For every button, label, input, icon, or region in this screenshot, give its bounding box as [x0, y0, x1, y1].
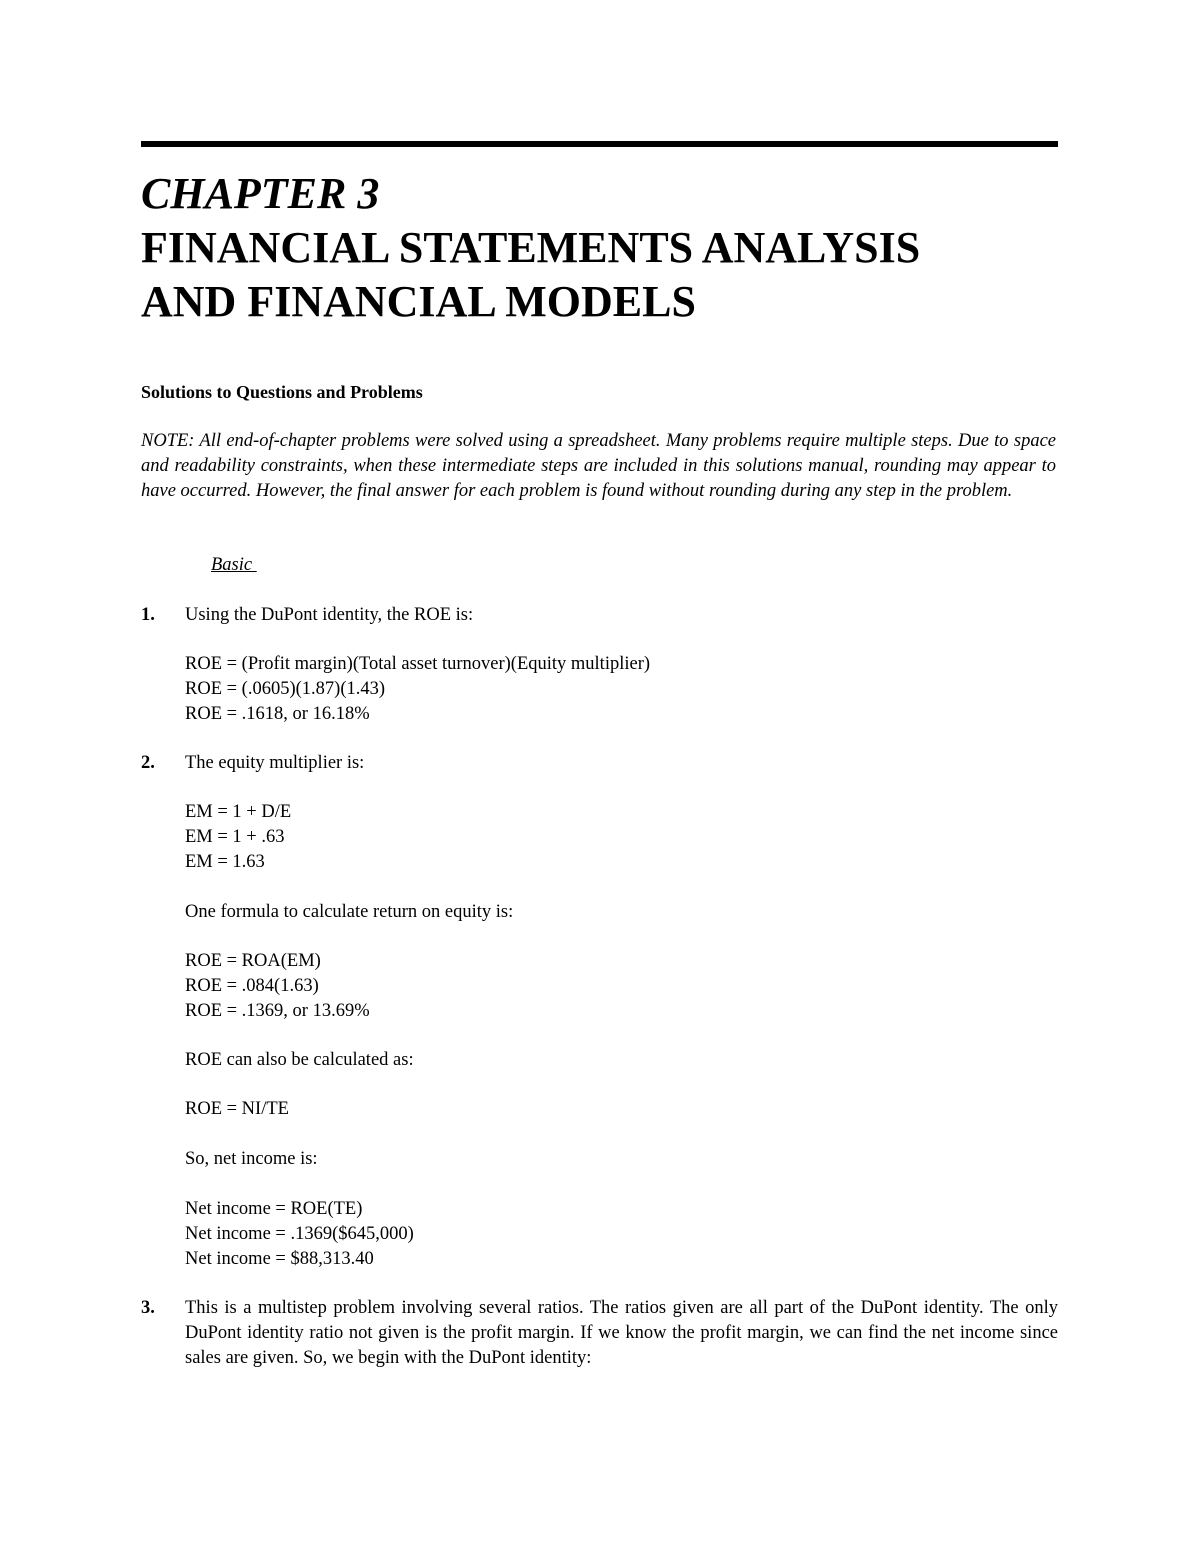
problem-1-result: ROE = .1618, or 16.18%: [185, 704, 370, 724]
chapter-heading: CHAPTER 3: [141, 169, 380, 218]
problem-2-equation: EM = 1 + .63: [185, 827, 285, 847]
problem-2-result: ROE = .1369, or 13.69%: [185, 1001, 370, 1021]
problem-2-equation: Net income = .1369($645,000): [185, 1224, 414, 1244]
problem-2-equation: ROE = NI/TE: [185, 1099, 289, 1119]
problem-2-intro: The equity multiplier is:: [185, 753, 365, 773]
problem-1-equation: ROE = (Profit margin)(Total asset turnover)(Equity multiplier): [185, 654, 651, 674]
chapter-title-line-2: AND FINANCIAL MODELS: [141, 277, 696, 326]
chapter-title-line-1: FINANCIAL STATEMENTS ANALYSIS: [141, 223, 921, 272]
problem-2-result: Net income = $88,313.40: [185, 1249, 374, 1269]
problem-1-intro: Using the DuPont identity, the ROE is:: [185, 605, 474, 625]
problem-2-text: ROE can also be calculated as:: [185, 1050, 414, 1070]
problem-2-text: So, net income is:: [185, 1149, 318, 1169]
top-rule: [141, 141, 1058, 147]
problem-2-equation: EM = 1 + D/E: [185, 802, 292, 822]
problem-2-equation: ROE = .084(1.63): [185, 976, 319, 996]
level-heading-basic: Basic: [211, 555, 257, 575]
note-paragraph: NOTE: All end-of-chapter problems were solved using a spreadsheet. Many problems require multiple steps. Due to space and readability constraints, when these intermediate steps are included in this solutions manual, rounding may appear to have occurred. However, the final answer for each problem is found without rounding during any step in the problem.: [141, 431, 1056, 501]
problem-2-text: One formula to calculate return on equity is:: [185, 902, 514, 922]
problem-number-3: 3.: [141, 1298, 155, 1318]
problem-2-equation: Net income = ROE(TE): [185, 1199, 363, 1219]
problem-3-text: This is a multistep problem involving several ratios. The ratios given are all part of the DuPont identity. The only DuPont identity ratio not given is the profit margin. If we know the profit margin, we can find the net income since sales are given. So, we begin with the DuPont identity:: [185, 1298, 1058, 1368]
problem-number-2: 2.: [141, 753, 155, 773]
problem-2-equation: EM = 1.63: [185, 852, 265, 872]
problem-2-equation: ROE = ROA(EM): [185, 951, 321, 971]
problem-1-equation: ROE = (.0605)(1.87)(1.43): [185, 679, 386, 699]
problem-number-1: 1.: [141, 605, 155, 625]
section-heading: Solutions to Questions and Problems: [141, 382, 423, 402]
